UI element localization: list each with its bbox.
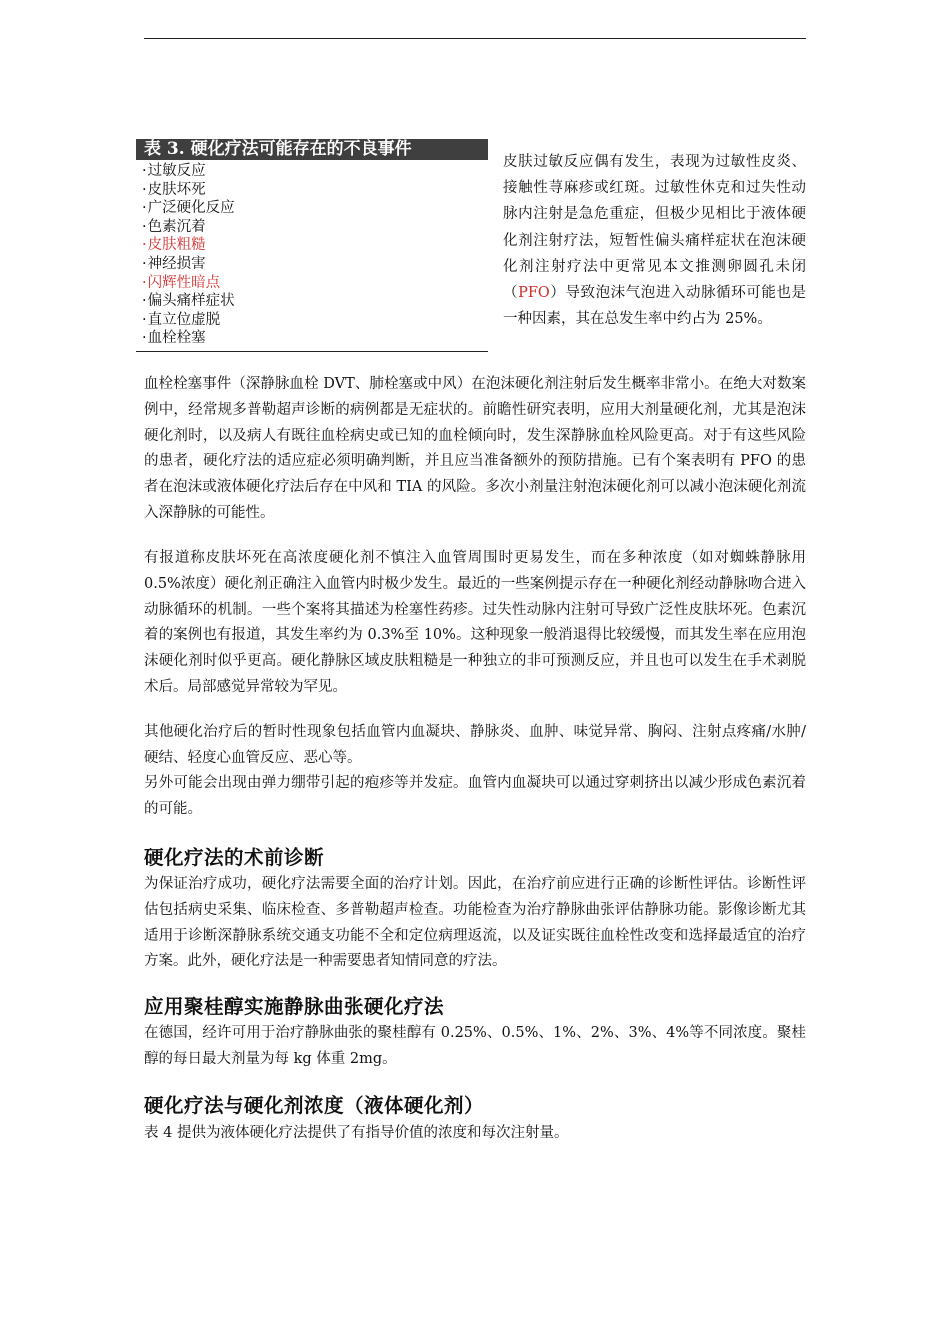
paragraph-complications: 另外可能会出现由弹力绷带引起的疱疹等并发症。血管内血凝块可以通过穿刺挤出以减少形成色素沉着的可能。: [144, 775, 806, 817]
list-item-highlighted: ·闪辉性暗点: [142, 274, 221, 291]
section-body-concentration: 表 4 提供为液体硬化疗法提供了有指导价值的浓度和每次注射量。: [144, 1125, 569, 1141]
section-heading-concentration: 硬化疗法与硬化剂浓度（液体硬化剂）: [144, 1094, 485, 1117]
adverse-events-table: [136, 139, 488, 352]
list-item: ·皮肤坏死: [142, 181, 206, 198]
table-title: 表 3. 硬化疗法可能存在的不良事件: [136, 139, 488, 160]
header-rule: [144, 38, 806, 39]
list-item: ·直立位虚脱: [142, 311, 221, 328]
list-item-highlighted: ·皮肤粗糙: [142, 237, 206, 254]
section-body-polidocanol: 在德国，经许可用于治疗静脉曲张的聚桂醇有 0.25%、0.5%、1%、2%、3%、4%等不同浓度。聚桂醇的每日最大剂量为每 kg 体重 2mg。: [144, 1025, 806, 1067]
adverse-events-list: [136, 160, 488, 351]
section-heading-diagnosis: 硬化疗法的术前诊断: [144, 846, 325, 869]
side-paragraph: 皮肤过敏反应偶有发生，表现为过敏性皮炎、接触性荨麻疹或红斑。过敏性休克和过失性动脉内注射是急危重症，但极少见相比于液体硬化剂注射疗法，短暂性偏头痛样症状在泡沫硬化剂注射疗法中更常见本文推测卵圆孔未闭（PFO）导致泡沫气泡进入动脉循环可能也是一种因素，其在总发生率中约占为 25%。: [503, 154, 807, 328]
list-item: ·偏头痛样症状: [142, 293, 235, 310]
section-heading-polidocanol: 应用聚桂醇实施静脉曲张硬化疗法: [144, 995, 445, 1018]
list-item: ·色素沉着: [142, 218, 206, 235]
list-item: ·神经损害: [142, 255, 206, 272]
pfo-highlight: PFO: [518, 285, 550, 302]
paragraph-transient-phenomena: 其他硬化治疗后的暂时性现象包括血管内血凝块、静脉炎、血肿、味觉异常、胸闷、注射点疼痛/水肿/硬结、轻度心血管反应、恶心等。: [144, 724, 806, 766]
paragraph-skin-necrosis: 有报道称皮肤坏死在高浓度硬化剂不慎注入血管周围时更易发生，而在多种浓度（如对蜘蛛静脉用 0.5%浓度）硬化剂正确注入血管内时极少发生。最近的一些案例提示存在一种硬化剂经动静脉吻合进入动脉循环的机制。一些个案将其描述为栓塞性药疹。过失性动脉内注射可导致广泛性皮肤坏死。色素沉着的案例也有报道，其发生率约为 0.3%至 10%。这种现象一般消退得比较缓慢，而其发生率在应用泡沫硬化剂时似乎更高。硬化静脉区域皮肤粗糙是一种独立的非可预测反应，并且也可以发生在手术剥脱术后。局部感觉异常较为罕见。: [144, 550, 806, 695]
list-item: ·过敏反应: [142, 163, 206, 179]
section-body-diagnosis: 为保证治疗成功，硬化疗法需要全面的治疗计划。因此，在治疗前应进行正确的诊断性评估。诊断性评估包括病史采集、临床检查、多普勒超声检查。功能检查为治疗静脉曲张评估静脉功能。影像诊断尤其适用于诊断深静脉系统交通支功能不全和定位病理返流，以及证实既往血栓性改变和选择最适宜的治疗方案。此外，硬化疗法是一种需要患者知情同意的疗法。: [144, 876, 806, 970]
list-item: ·血栓栓塞: [142, 330, 206, 347]
list-item: ·广泛硬化反应: [142, 200, 235, 217]
paragraph-thromboembolism: 血栓栓塞事件（深静脉血栓 DVT、肺栓塞或中风）在泡沫硬化剂注射后发生概率非常小。在绝大对数案例中，经常规多普勒超声诊断的病例都是无症状的。前瞻性研究表明，应用大剂量硬化剂，尤其是泡沫硬化剂时，以及病人有既往血栓病史或已知的血栓倾向时，发生深静脉血栓风险更高。对于有这些风险的患者，硬化疗法的适应症必须明确判断，并且应当准备额外的预防措施。已有个案表明有 PFO 的患者在泡沫或液体硬化疗法后存在中风和 TIA 的风险。多次小剂量注射泡沫硬化剂可以减小泡沫硬化剂流入深静脉的可能性。: [144, 376, 806, 521]
